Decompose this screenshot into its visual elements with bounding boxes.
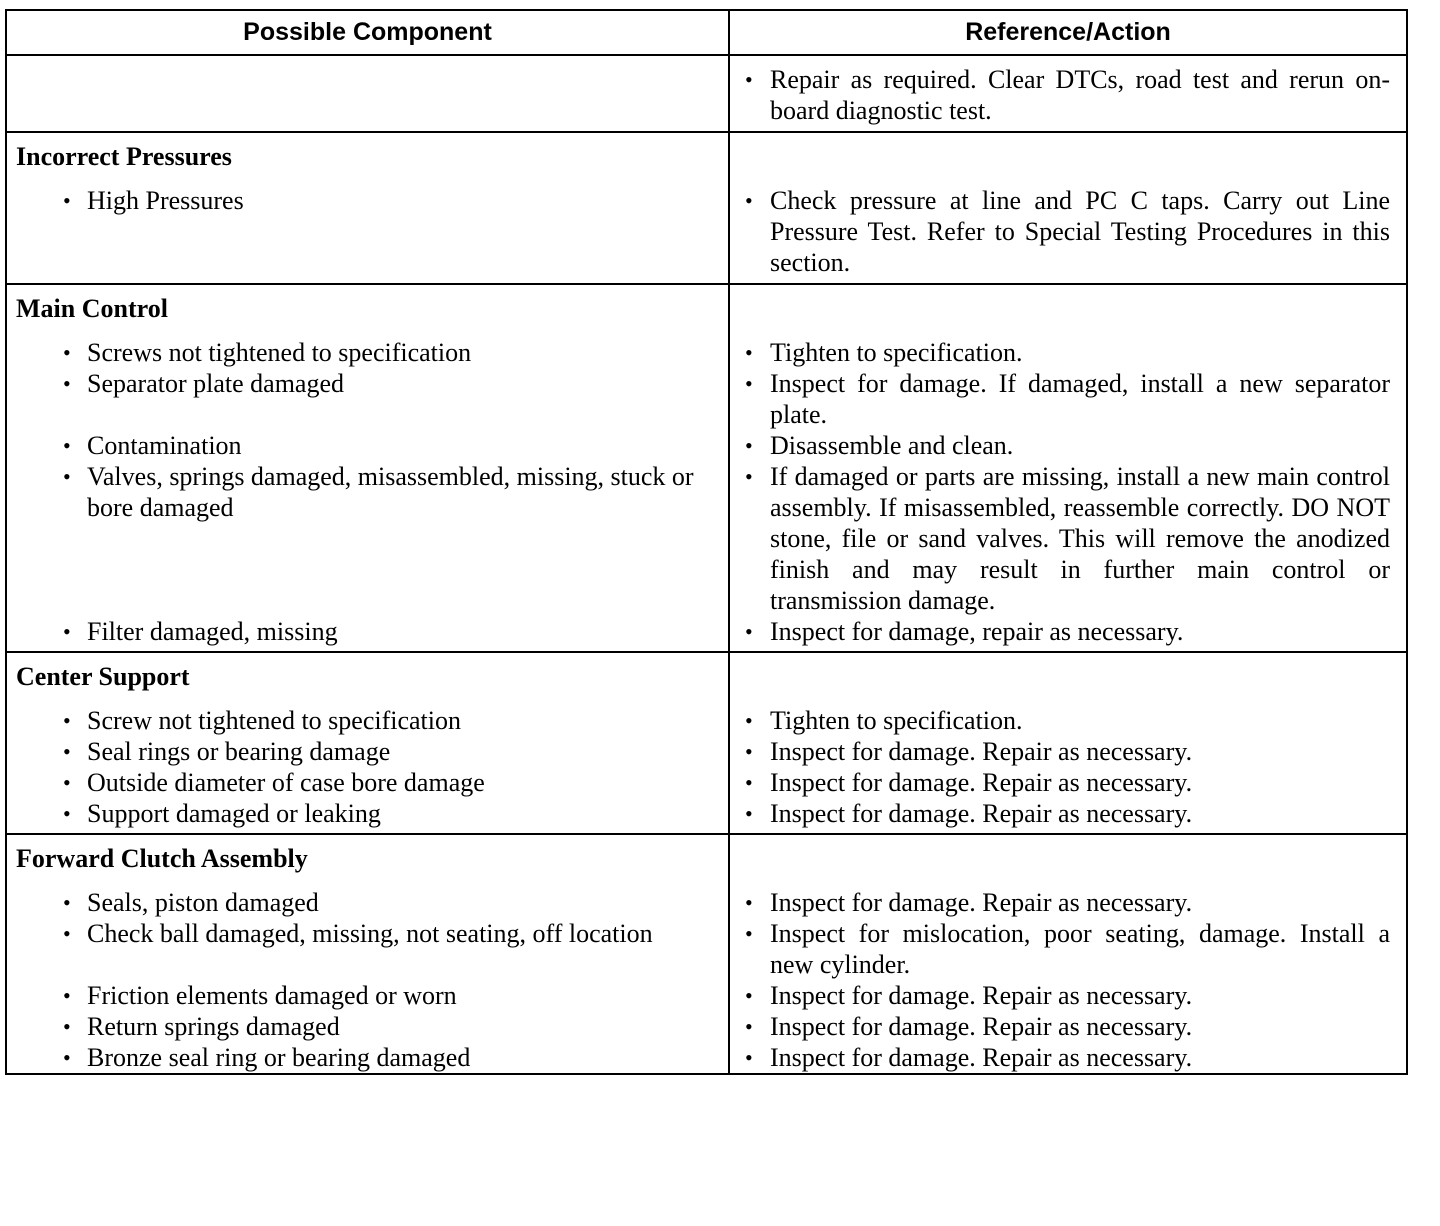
component-cell: • High Pressures [6,185,729,284]
component-cell: • Separator plate damaged [6,368,729,430]
action-cell: • If damaged or parts are missing, install a new main control assembly. If misassembled, reassemble correctly. DO NOT stone, file or sand valves. This will remove the anodized finish and may result in further main control or transmission damage. [729,461,1407,616]
section-title: Main Control [6,284,729,337]
action-cell: • Tighten to specification. [729,705,1407,736]
action-cell: • Inspect for damage. Repair as necessary. [729,887,1407,918]
table-row [6,736,1407,767]
section-title-spacer [729,284,1407,337]
component-cell: • Return springs damaged [6,1011,729,1042]
section-title: Forward Clutch Assembly [6,834,729,887]
section-title-spacer [729,834,1407,887]
section-title-row [6,652,1407,705]
action-cell: • Inspect for mislocation, poor seating, damage. Install a new cylinder. [729,918,1407,980]
action-cell: • Inspect for damage. If damaged, install a new separator plate. [729,368,1407,430]
table-row [6,918,1407,980]
component-cell: • Contamination [6,430,729,461]
section-title-row [6,284,1407,337]
intro-action: • Repair as required. Clear DTCs, road test and rerun on-board diagnostic test. [729,55,1407,132]
action-cell: • Inspect for damage, repair as necessary. [729,616,1407,652]
component-cell: • Screw not tightened to specification [6,705,729,736]
section-title-row [6,834,1407,887]
section-title-row [6,132,1407,185]
table-row [6,705,1407,736]
component-cell: • Bronze seal ring or bearing damaged [6,1042,729,1074]
section-title: Incorrect Pressures [6,132,729,185]
table-row [6,368,1407,430]
section-title-spacer [729,652,1407,705]
table-row [6,461,1407,616]
component-cell: • Filter damaged, missing [6,616,729,652]
table-row [6,185,1407,284]
header-row [6,10,1407,55]
action-cell: • Inspect for damage. Repair as necessary. [729,736,1407,767]
action-cell: • Inspect for damage. Repair as necessary. [729,1042,1407,1074]
table-row [6,430,1407,461]
component-cell: • Support damaged or leaking [6,798,729,834]
action-cell: • Check pressure at line and PC C taps. Carry out Line Pressure Test. Refer to Special Testing Procedures in this section. [729,185,1407,284]
intro-component-cell [6,55,729,132]
header-possible-component: Possible Component [6,10,729,55]
action-cell: • Tighten to specification. [729,337,1407,368]
component-cell: • Valves, springs damaged, misassembled, missing, stuck or bore damaged [6,461,729,616]
component-cell: • Seal rings or bearing damage [6,736,729,767]
section-title-spacer [729,132,1407,185]
section-title: Center Support [6,652,729,705]
diagnosis-table [5,9,1408,1075]
action-cell: • Disassemble and clean. [729,430,1407,461]
table-row [6,980,1407,1011]
component-cell: • Seals, piston damaged [6,887,729,918]
table-row [6,1042,1407,1074]
table-row [6,798,1407,834]
intro-row [6,55,1407,132]
table-row [6,1011,1407,1042]
table-row [6,616,1407,652]
table-row [6,337,1407,368]
action-cell: • Inspect for damage. Repair as necessary. [729,1011,1407,1042]
component-cell: • Screws not tightened to specification [6,337,729,368]
table-row [6,767,1407,798]
table-row [6,887,1407,918]
header-reference-action: Reference/Action [729,10,1407,55]
component-cell: • Check ball damaged, missing, not seating, off location [6,918,729,980]
action-cell: • Inspect for damage. Repair as necessary. [729,798,1407,834]
component-cell: • Outside diameter of case bore damage [6,767,729,798]
action-cell: • Inspect for damage. Repair as necessary. [729,767,1407,798]
action-cell: • Inspect for damage. Repair as necessary. [729,980,1407,1011]
component-cell: • Friction elements damaged or worn [6,980,729,1011]
